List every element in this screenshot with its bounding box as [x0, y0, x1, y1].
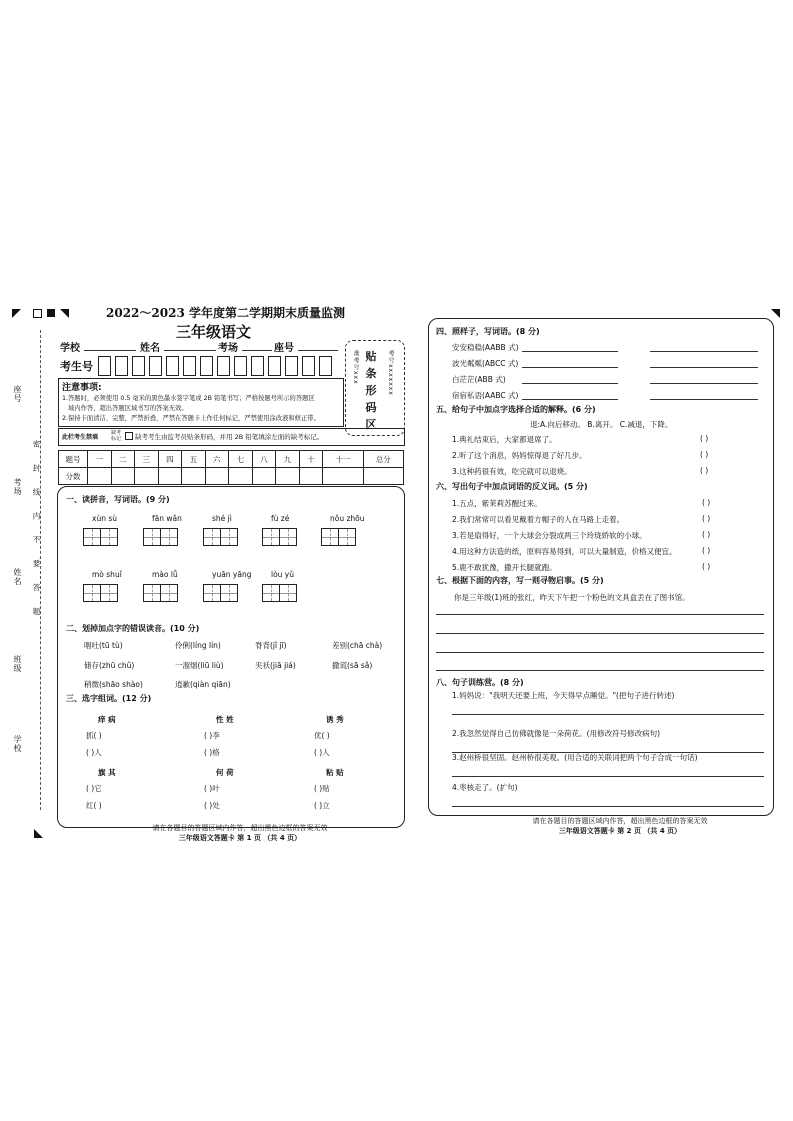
pinyin-label: shé jì [212, 514, 232, 523]
score-header: 二 [111, 451, 135, 468]
score-cell[interactable] [276, 468, 300, 485]
answer-paren[interactable]: ( ) [702, 530, 711, 539]
side-label-name: 姓名 [13, 568, 22, 586]
exam-id-digit-box[interactable] [285, 356, 298, 376]
exam-id-digit-box[interactable] [132, 356, 145, 376]
name-label: 姓名 [140, 343, 160, 354]
char-pair: 何 荷 [216, 768, 234, 777]
exam-id-digit-box[interactable] [217, 356, 230, 376]
tianzige-pair[interactable] [84, 528, 118, 546]
side-label-seat: 座号 [13, 385, 22, 403]
word-blank[interactable]: 抓( ) [86, 731, 102, 740]
side-label-school: 学校 [13, 735, 22, 753]
q3-title: 三、选字组词。(12 分) [66, 694, 152, 703]
absent-label: 此栏考生禁填 [62, 434, 99, 441]
tianzige-cell[interactable] [160, 528, 178, 546]
pronunciation-item[interactable]: 一溜烟(liū liù) [175, 661, 224, 670]
notes-item-2: 域内作答，超出答题区域书写的答案无效。 [68, 405, 188, 412]
tianzige-cell[interactable] [160, 584, 178, 602]
tianzige-cell[interactable] [100, 528, 118, 546]
q1-title: 一、读拼音，写词语。(9 分) [66, 495, 170, 504]
score-header: 六 [205, 451, 229, 468]
pattern-item: 波光粼粼(ABCC 式) [452, 359, 519, 368]
footer-note-1: 请在各题目的答题区域内作答，超出黑色边框的答案无效 [152, 824, 328, 832]
exam-id-label: 考生号 [60, 360, 93, 373]
sentence-item: 2.我们常常可以看见戴着方帽子的人在马路上走着。 [452, 515, 625, 524]
pinyin-label: xùn sù [92, 514, 117, 523]
corner-mark-icon [60, 309, 69, 318]
answer-paren[interactable]: ( ) [702, 514, 711, 523]
q8-title: 八、句子训练营。(8 分) [436, 678, 524, 687]
tianzige-cell[interactable] [279, 584, 297, 602]
q5-title: 五、给句子中加点字选择合适的解释。(6 分) [436, 405, 596, 414]
writing-line[interactable] [436, 633, 764, 634]
score-header: 总分 [363, 451, 403, 468]
pronunciation-item[interactable]: 咽吐(tū tù) [84, 641, 123, 650]
tianzige-cell[interactable] [279, 528, 297, 546]
sentence-item: 1.五点，紫茉莉苏醒过来。 [452, 499, 542, 508]
tianzige-cell[interactable] [100, 584, 118, 602]
writing-line[interactable] [436, 652, 764, 653]
exam-id-digit-box[interactable] [149, 356, 162, 376]
pronunciation-item[interactable]: 伶俐(líng lín) [175, 641, 221, 650]
answer-paren[interactable]: ( ) [702, 562, 711, 571]
name-field[interactable] [164, 350, 216, 351]
score-cell[interactable] [252, 468, 276, 485]
answer-line[interactable] [522, 367, 618, 368]
tianzige-pair[interactable] [263, 584, 297, 602]
sentence-item: 4.用这种方法造的纸，原料容易得到，可以大量制造，价格又便宜。 [452, 547, 677, 556]
char-pair: 旗 其 [98, 768, 116, 777]
word-blank[interactable]: ( )贴 [314, 784, 330, 793]
pronunciation-item[interactable]: 撒谎(sā sǎ) [332, 661, 373, 670]
tianzige-pair[interactable] [84, 584, 118, 602]
q6-title: 六、写出句子中加点词语的反义词。(5 分) [436, 482, 588, 491]
writing-line[interactable] [436, 614, 764, 615]
answer-line[interactable] [452, 806, 764, 807]
char-pair: 痒 病 [98, 715, 116, 724]
score-cell[interactable] [229, 468, 253, 485]
word-blank[interactable]: ( )立 [314, 801, 330, 810]
char-pair: 粘 贴 [326, 768, 344, 777]
score-cell[interactable] [182, 468, 206, 485]
score-cell[interactable] [205, 468, 229, 485]
block-mark-icon [47, 309, 55, 317]
venue-field[interactable] [242, 350, 272, 351]
pronunciation-item[interactable]: 夹袄(jiā jiá) [255, 661, 296, 670]
tianzige-cell[interactable] [338, 528, 356, 546]
footer-note-2: 请在各题目的答题区域内作答，超出黑色边框的答案无效 [532, 817, 708, 825]
answer-line[interactable] [452, 714, 764, 715]
school-label: 学校 [60, 343, 80, 354]
sentence-task: 2.我忽然觉得自己仿佛就像是一朵荷花。(用修改符号修改病句) [452, 729, 661, 738]
score-row-label: 题号 [59, 451, 88, 468]
tianzige-cell[interactable] [220, 528, 238, 546]
word-blank[interactable]: ( )人 [86, 748, 102, 757]
tianzige-cell[interactable] [220, 584, 238, 602]
barcode-side-b: 考号xxxxxxx [387, 350, 394, 396]
exam-id-digit-box[interactable] [251, 356, 264, 376]
venue-label: 考场 [218, 343, 238, 354]
word-blank[interactable]: ( )它 [86, 784, 102, 793]
tianzige-pair[interactable] [144, 528, 178, 546]
answer-paren[interactable]: ( ) [702, 498, 711, 507]
pinyin-label: lòu yǔ [271, 570, 295, 579]
answer-paren[interactable]: ( ) [700, 450, 709, 459]
tianzige-cell[interactable] [262, 584, 280, 602]
side-label-venue: 考场 [13, 478, 22, 496]
tianzige-cell[interactable] [83, 528, 101, 546]
side-seal-text: 密 封 线 内 不 要 答 题 [32, 440, 41, 622]
tianzige-pair[interactable] [263, 528, 297, 546]
score-cell[interactable] [111, 468, 135, 485]
pronunciation-item[interactable]: 差别(chā chà) [332, 641, 383, 650]
score-header: 一 [88, 451, 112, 468]
answer-line[interactable] [522, 383, 618, 384]
score-header: 五 [182, 451, 206, 468]
tianzige-cell[interactable] [203, 584, 221, 602]
notes-title: 注意事项: [62, 383, 102, 393]
sentence-item: 3.这种药很有效，吃完就可以退烧。 [452, 467, 572, 476]
exam-id-digit-box[interactable] [183, 356, 196, 376]
seat-label: 座号 [274, 343, 294, 354]
answer-line[interactable] [650, 399, 758, 400]
q5-options: 退:A.向后移动。 B.离开。 C.减退，下降。 [530, 420, 673, 429]
exam-id-digit-box[interactable] [302, 356, 315, 376]
score-row-label: 分数 [59, 468, 88, 485]
sentence-item: 3.若是扇得好，一个大球会分裂成两三个玲珑娇软的小球。 [452, 531, 647, 540]
word-blank[interactable]: 优( ) [314, 731, 330, 740]
pronunciation-item[interactable]: 稍微(shāo shào) [84, 680, 143, 689]
score-table [58, 450, 404, 485]
pinyin-label: fān wǎn [152, 514, 182, 523]
barcode-side-a: 准考号xxx [352, 350, 359, 385]
answer-paren[interactable]: ( ) [700, 434, 709, 443]
pattern-item: 安安稳稳(AABB 式) [452, 343, 519, 352]
absent-mark-label: 缺考标记 [111, 430, 122, 442]
barcode-label: 贴条形码区 [365, 350, 377, 431]
pronunciation-item[interactable]: 逍歉(qiàn qiān) [175, 680, 231, 689]
answer-line[interactable] [452, 776, 764, 777]
exam-id-digit-box[interactable] [115, 356, 128, 376]
q2-title: 二、划掉加点字的错误读音。(10 分) [66, 624, 200, 633]
subject-title: 三年级语文 [176, 323, 252, 341]
word-blank[interactable]: ( )处 [204, 801, 220, 810]
exam-title: 2022～2023 学年度第二学期期末质量监测 [106, 306, 345, 320]
pinyin-label: yuān yāng [212, 570, 252, 579]
q4-title: 四、照样子，写词语。(8 分) [436, 327, 540, 336]
score-cell[interactable] [158, 468, 182, 485]
score-header: 十 [299, 451, 323, 468]
score-header: 七 [229, 451, 253, 468]
sentence-task: 4.枣核走了。(扩句) [452, 783, 518, 792]
exam-id-digit-box[interactable] [234, 356, 247, 376]
q7-prompt: 你是三年级(1)班的张红，昨天下午把一个粉色的文具盒丢在了图书馆。 [454, 593, 690, 602]
exam-id-digit-box[interactable] [200, 356, 213, 376]
exam-id-digit-box[interactable] [319, 356, 332, 376]
answer-line[interactable] [522, 351, 618, 352]
absent-mark-box[interactable] [125, 432, 133, 440]
tianzige-cell[interactable] [83, 584, 101, 602]
score-header: 三 [135, 451, 159, 468]
writing-line[interactable] [436, 670, 764, 671]
pattern-item: 宿宿私语(AABC 式) [452, 391, 519, 400]
pattern-item: 白茫茫(ABB 式) [452, 375, 506, 384]
tianzige-pair[interactable] [144, 584, 178, 602]
answer-line[interactable] [650, 351, 758, 352]
seat-field[interactable] [298, 350, 338, 351]
answer-paren[interactable]: ( ) [702, 546, 711, 555]
pinyin-label: nǒu zhōu [330, 514, 365, 523]
school-field[interactable] [84, 350, 136, 351]
sentence-task: 3.赵州桥很坚固。赵州桥很美观。(用合适的关联词把两个句子合成一句话) [452, 753, 698, 762]
word-blank[interactable]: 红( ) [86, 801, 102, 810]
tianzige-pair[interactable] [322, 528, 356, 546]
score-cell[interactable] [363, 468, 403, 485]
notes-item-3: 2.保持卡面清洁、完整，严禁折叠，严禁在答题卡上作任何标记，严禁使用涂改液和修正带。 [62, 415, 320, 422]
pronunciation-item[interactable]: 储存(zhū chǔ) [84, 661, 135, 670]
tianzige-cell[interactable] [262, 528, 280, 546]
answer-paren[interactable]: ( ) [700, 466, 709, 475]
corner-mark-icon [771, 309, 780, 318]
pinyin-label: mào lǚ [152, 570, 178, 579]
corner-mark-icon [34, 829, 43, 838]
score-header: 十一 [323, 451, 363, 468]
answer-line[interactable] [650, 367, 758, 368]
tianzige-pair[interactable] [204, 528, 238, 546]
side-label-class: 班级 [13, 655, 22, 673]
sentence-task: 1.妈妈说："我明天还要上班，今天得早点睡觉。"(把句子进行转述) [452, 691, 675, 700]
score-cell[interactable] [135, 468, 159, 485]
score-header: 八 [252, 451, 276, 468]
sentence-item: 2.听了这个消息，妈妈惊得退了好几步。 [452, 451, 587, 460]
pinyin-label: mò shuǐ [92, 570, 122, 579]
char-pair: 性 姓 [216, 715, 234, 724]
answer-line[interactable] [522, 399, 618, 400]
footer-page-2: 三年级语文答题卡 第 2 页 （共 4 页） [558, 827, 682, 835]
word-blank[interactable]: ( )人 [314, 748, 330, 757]
footer-page-1: 三年级语文答题卡 第 1 页 （共 4 页） [178, 834, 302, 842]
sentence-item: 5.鹿不敢犹豫，撒开长腿就跑。 [452, 563, 557, 572]
exam-id-digit-box[interactable] [166, 356, 179, 376]
answer-line[interactable] [650, 383, 758, 384]
tianzige-cell[interactable] [321, 528, 339, 546]
score-header: 九 [276, 451, 300, 468]
pronunciation-item[interactable]: 脊背(jǐ jī) [255, 641, 287, 650]
word-blank[interactable]: ( )李 [204, 731, 220, 740]
tianzige-cell[interactable] [143, 584, 161, 602]
corner-mark-icon [12, 309, 21, 318]
word-blank[interactable]: ( )叶 [204, 784, 220, 793]
exam-id-digit-box[interactable] [268, 356, 281, 376]
pinyin-label: fù zé [271, 514, 290, 523]
tianzige-pair[interactable] [204, 584, 238, 602]
word-blank[interactable]: ( )格 [204, 748, 220, 757]
q7-title: 七、根据下面的内容，写一则寻物启事。(5 分) [436, 576, 604, 585]
exam-id-digit-box[interactable] [98, 356, 111, 376]
score-cell[interactable] [299, 468, 323, 485]
absent-text: 缺考考生由监考员贴条形码，并用 2B 铅笔填涂左面的缺考标记。 [135, 433, 324, 441]
score-cell[interactable] [323, 468, 363, 485]
notes-item-1: 1.答题时，必须使用 0.5 毫米的黑色墨水签字笔或 2B 铅笔书写；严格按题号所示的答题区 [62, 395, 315, 402]
tianzige-cell[interactable] [203, 528, 221, 546]
score-header: 四 [158, 451, 182, 468]
char-pair: 诱 秀 [326, 715, 344, 724]
tianzige-cell[interactable] [143, 528, 161, 546]
score-cell[interactable] [88, 468, 112, 485]
square-mark-icon [33, 309, 42, 318]
sentence-item: 1.典礼结束后，大家都退席了。 [452, 435, 557, 444]
